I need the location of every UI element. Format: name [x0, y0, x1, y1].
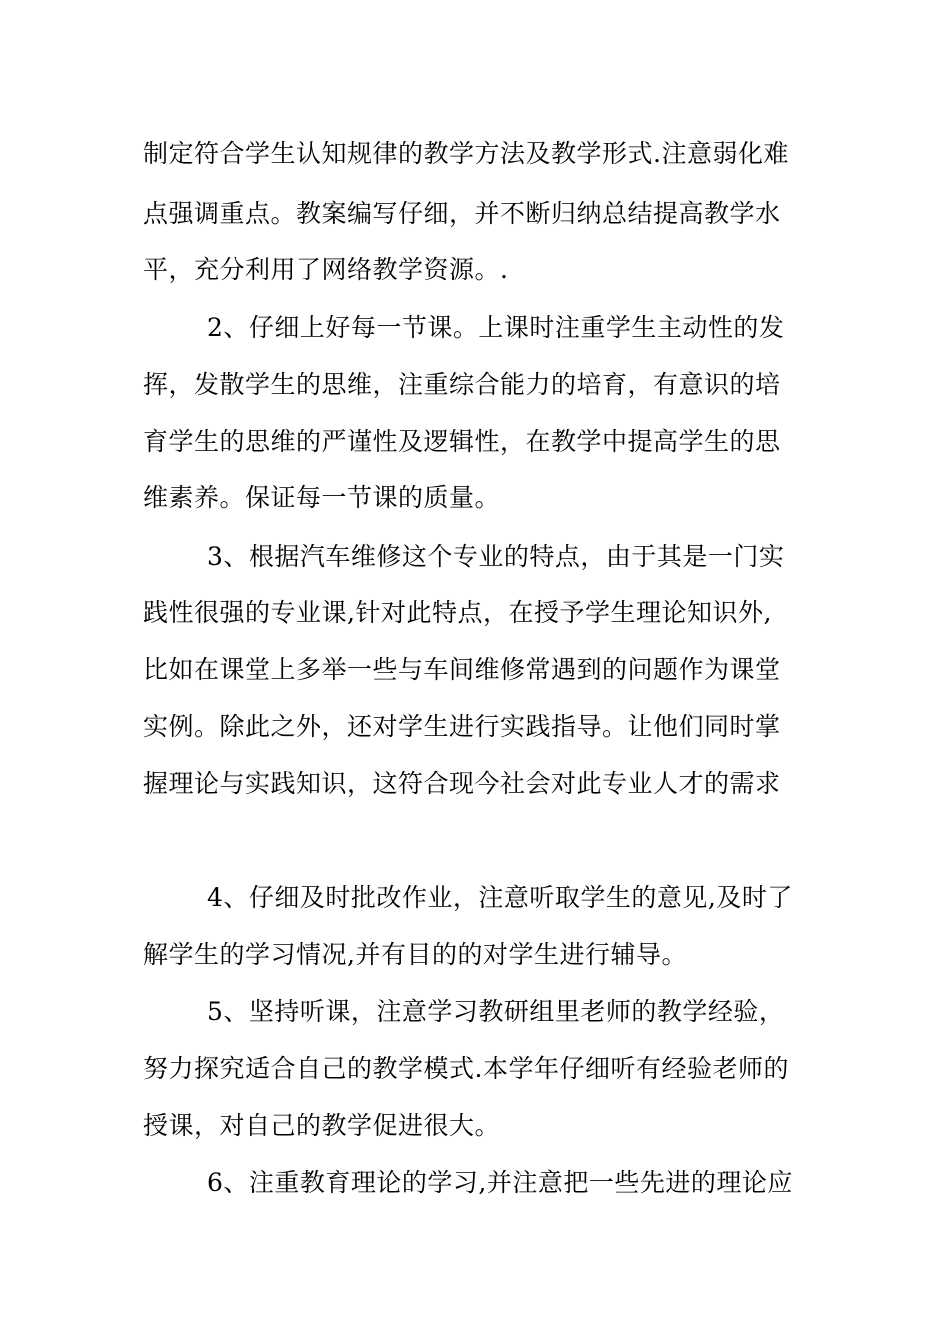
text-line: 实例。除此之外，还对学生进行实践指导。让他们同时掌 [143, 712, 781, 741]
paragraph-2-first-line: 2、仔细上好每一节课。上课时注重学生主动性的发 [207, 313, 785, 342]
text-line: 解学生的学习情况,并有目的的对学生进行辅导。 [143, 940, 687, 969]
paragraph-4-first-line: 4、仔细及时批改作业，注意听取学生的意见,及时了 [207, 883, 793, 912]
text-line: 比如在课堂上多举一些与车间维修常遇到的问题作为课堂 [143, 655, 781, 684]
paragraph-6-first-line: 6、注重教育理论的学习,并注意把一些先进的理论应 [207, 1168, 793, 1197]
text-line: 育学生的思维的严谨性及逻辑性，在教学中提高学生的思 [143, 427, 781, 456]
text-line: 握理论与实践知识，这符合现今社会对此专业人才的需求 [143, 769, 781, 798]
text-line: 挥，发散学生的思维，注重综合能力的培育，有意识的培 [143, 370, 781, 399]
text-line: 践性很强的专业课,针对此特点，在授予学生理论知识外, [143, 598, 772, 627]
text-line: 努力探究适合自己的教学模式.本学年仔细听有经验老师的 [143, 1054, 789, 1083]
paragraph-5-first-line: 5、坚持听课，注意学习教研组里老师的教学经验， [207, 997, 785, 1026]
text-line: 点强调重点。教案编写仔细，并不断归纳总结提高教学水 [143, 199, 781, 228]
text-line: 授课，对自己的教学促进很大。 [143, 1111, 501, 1140]
text-line: 平，充分利用了网络教学资源。. [143, 255, 509, 284]
text-line: 制定符合学生认知规律的教学方法及教学形式.注意弱化难 [143, 139, 789, 168]
text-line: 维素养。保证每一节课的质量。 [143, 483, 501, 512]
paragraph-3-first-line: 3、根据汽车维修这个专业的特点，由于其是一门实 [207, 542, 785, 571]
